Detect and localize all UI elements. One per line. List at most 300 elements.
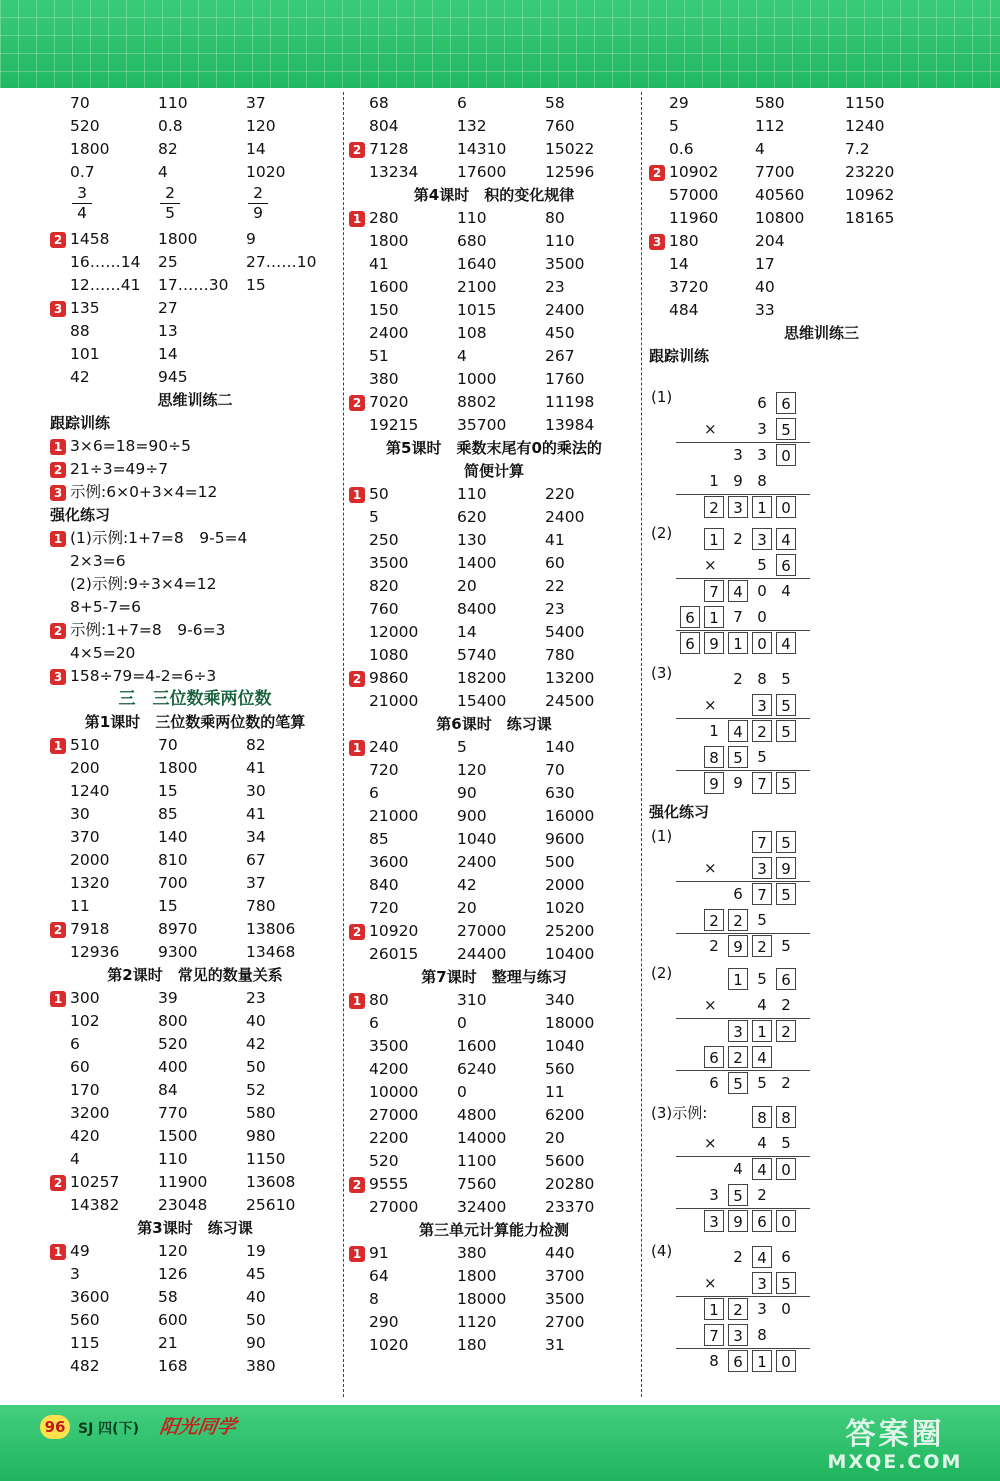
answer-row (50, 138, 340, 161)
answer-cell: 3500 (545, 1290, 585, 1308)
answer-cell: 15 (158, 897, 178, 915)
answer-row (349, 368, 639, 391)
answer-cell: 20280 (545, 1175, 595, 1193)
answer-cell: 110 (158, 94, 188, 112)
digit-cell: 3 (752, 528, 772, 550)
answer-cell: 50 (246, 1058, 266, 1076)
answer-row (649, 207, 994, 230)
question-number-badge: 1 (50, 439, 66, 455)
digit-cell: 5 (776, 720, 796, 742)
problem-label: (4) (651, 1242, 673, 1260)
answer-cell: 9600 (545, 830, 585, 848)
question-number-badge: 2 (349, 395, 365, 411)
answer-cell: 700 (158, 874, 188, 892)
answer-cell: 1040 (545, 1037, 585, 1055)
answer-cell: 29 (669, 94, 689, 112)
answer-row (349, 529, 639, 552)
answer-cell: 15022 (545, 140, 595, 158)
question-number-badge: 2 (349, 142, 365, 158)
answer-cell: 23 (246, 989, 266, 1007)
question-number-badge: 1 (349, 1246, 365, 1262)
section-heading: 第4课时 积的变化规律 (413, 186, 575, 204)
answer-cell: 34 (246, 828, 266, 846)
question-number-badge: 2 (50, 922, 66, 938)
answer-cell: 7.2 (845, 140, 870, 158)
answer-cell: 37 (246, 874, 266, 892)
digit-cell: 5 (776, 772, 796, 794)
answer-cell: 50 (246, 1311, 266, 1329)
answer-cell: 150 (369, 301, 399, 319)
digit-cell: 6 (776, 968, 796, 990)
answer-cell: 14 (457, 623, 477, 641)
answer-cell: 6200 (545, 1106, 585, 1124)
answer-cell: 8802 (457, 393, 497, 411)
answer-cell: 12936 (70, 943, 120, 961)
answer-cell: 840 (369, 876, 399, 894)
answer-row (50, 320, 340, 343)
answer-row (349, 1035, 639, 1058)
answer-row (349, 299, 639, 322)
answer-cell: 13 (158, 322, 178, 340)
answer-row (349, 276, 639, 299)
answer-cell: 5740 (457, 646, 497, 664)
answer-cell: 27000 (369, 1198, 419, 1216)
fraction-numerator: 2 (160, 184, 180, 204)
answer-cell: 10257 (70, 1173, 120, 1191)
answer-cell: 560 (545, 1060, 575, 1078)
answer-row (349, 736, 639, 759)
answer-cell: 31 (545, 1336, 565, 1354)
answer-cell: 720 (369, 899, 399, 917)
answer-cell: 16……14 (70, 253, 141, 271)
answer-cell: 510 (70, 736, 100, 754)
subsection-label: 强化练习 (50, 506, 111, 524)
answer-row (349, 506, 639, 529)
question-number-badge: 3 (50, 301, 66, 317)
answer-cell: 4 (158, 163, 168, 181)
digit-cell: 1 (704, 606, 724, 628)
answer-cell: 804 (369, 117, 399, 135)
answer-cell: 112 (755, 117, 785, 135)
answer-row (649, 184, 994, 207)
answer-cell: 500 (545, 853, 575, 871)
answer-cell: 1400 (457, 554, 497, 572)
answer-cell: 1000 (457, 370, 497, 388)
answer-cell: 1458 (70, 230, 110, 248)
answer-text-row (50, 527, 340, 550)
answer-cell: 630 (545, 784, 575, 802)
answer-cell: 85 (369, 830, 389, 848)
answer-cell: 7128 (369, 140, 409, 158)
multiply-sign-icon: × (704, 1274, 717, 1292)
question-number-badge: 2 (349, 671, 365, 687)
column-divider (343, 92, 344, 1397)
answer-cell: 30 (246, 782, 266, 800)
answer-column-1 (50, 92, 340, 1378)
answer-cell: 620 (457, 508, 487, 526)
digit-cell: 0 (781, 1300, 791, 1318)
answer-cell: 0.6 (669, 140, 694, 158)
answer-cell: 20 (545, 1129, 565, 1147)
answer-row (50, 1010, 340, 1033)
digit-cell: 3 (728, 1020, 748, 1042)
answer-row (349, 414, 639, 437)
question-number-badge: 2 (50, 623, 66, 639)
digit-cell: 6 (680, 632, 700, 654)
answer-text-row (50, 665, 340, 688)
answer-cell: 88 (70, 322, 90, 340)
answer-row (349, 759, 639, 782)
answer-cell: 3700 (545, 1267, 585, 1285)
digit-cell: 1 (709, 472, 719, 490)
answer-cell: 2700 (545, 1313, 585, 1331)
question-number-badge: 1 (349, 211, 365, 227)
answer-cell: 560 (70, 1311, 100, 1329)
answer-cell: 13806 (246, 920, 296, 938)
fraction-numerator: 3 (72, 184, 92, 204)
answer-cell: 8 (369, 1290, 379, 1308)
digit-cell: 4 (776, 632, 796, 654)
multiply-sign-icon: × (704, 556, 717, 574)
answer-text-row (50, 573, 340, 596)
answer-row (50, 1148, 340, 1171)
answer-text: 示例:6×0+3×4=12 (70, 483, 218, 501)
digit-cell: 7 (752, 883, 772, 905)
answer-row (50, 1102, 340, 1125)
digit-cell: 2 (704, 909, 724, 931)
answer-cell: 180 (457, 1336, 487, 1354)
answer-cell: 1800 (158, 759, 198, 777)
answer-cell: 1240 (845, 117, 885, 135)
answer-cell: 240 (369, 738, 399, 756)
answer-cell: 10400 (545, 945, 595, 963)
digit-cell: 3 (709, 1186, 719, 1204)
answer-cell: 40 (246, 1288, 266, 1306)
digit-cell: 4 (752, 1158, 772, 1180)
answer-text-row (50, 619, 340, 642)
answer-row (50, 1240, 340, 1263)
answer-column-2 (349, 92, 639, 1357)
result-line (676, 718, 810, 719)
answer-cell: 380 (457, 1244, 487, 1262)
answer-cell: 126 (158, 1265, 188, 1283)
answer-cell: 120 (246, 117, 276, 135)
answer-cell: 68 (369, 94, 389, 112)
page-number: 96 (40, 1415, 70, 1439)
fraction-answer (72, 184, 92, 223)
fraction-numerator: 2 (248, 184, 268, 204)
digit-cell: 4 (728, 720, 748, 742)
answer-cell: 25200 (545, 922, 595, 940)
answer-row (50, 1263, 340, 1286)
answer-cell: 58 (158, 1288, 178, 1306)
answer-text-row (50, 481, 340, 504)
digit-cell: 6 (709, 1074, 719, 1092)
answer-cell: 8970 (158, 920, 198, 938)
unit-heading: 三 三位数乘两位数 (118, 689, 272, 709)
digit-cell: 8 (776, 1106, 796, 1128)
digit-cell: 0 (757, 608, 767, 626)
answer-cell: 13608 (246, 1173, 296, 1191)
answer-cell: 9300 (158, 943, 198, 961)
digit-cell: 5 (728, 1072, 748, 1094)
section-heading: 第7课时 整理与练习 (421, 968, 567, 986)
digit-cell: 5 (776, 883, 796, 905)
answer-cell: 600 (158, 1311, 188, 1329)
answer-row (50, 1171, 340, 1194)
answer-cell: 310 (457, 991, 487, 1009)
answer-cell: 380 (369, 370, 399, 388)
answer-row (50, 987, 340, 1010)
watermark (800, 1418, 990, 1474)
answer-row (50, 251, 340, 274)
answer-cell: 7020 (369, 393, 409, 411)
multiply-sign-icon: × (704, 696, 717, 714)
fraction-denominator: 4 (77, 204, 87, 222)
answer-cell: 6 (70, 1035, 80, 1053)
answer-cell: 780 (545, 646, 575, 664)
answer-text: 21÷3=49÷7 (70, 460, 169, 478)
answer-cell: 800 (158, 1012, 188, 1030)
answer-row (349, 1288, 639, 1311)
answer-cell: 12……41 (70, 276, 141, 294)
answer-cell: 10000 (369, 1083, 419, 1101)
digit-cell: 3 (757, 446, 767, 464)
answer-cell: 1150 (845, 94, 885, 112)
answer-cell: 3 (70, 1265, 80, 1283)
answer-cell: 70 (545, 761, 565, 779)
digit-cell: 3 (733, 446, 743, 464)
answer-cell: 580 (755, 94, 785, 112)
answer-cell: 23370 (545, 1198, 595, 1216)
answer-cell: 980 (246, 1127, 276, 1145)
answer-cell: 945 (158, 368, 188, 386)
answer-row (649, 299, 994, 322)
answer-cell: 3720 (669, 278, 709, 296)
answer-cell: 1800 (369, 232, 409, 250)
digit-cell: 2 (728, 909, 748, 931)
answer-cell: 168 (158, 1357, 188, 1375)
digit-cell: 6 (733, 885, 743, 903)
answer-row (50, 161, 340, 184)
answer-cell: 6240 (457, 1060, 497, 1078)
answer-row (349, 322, 639, 345)
question-number-badge: 2 (50, 1175, 66, 1191)
answer-cell: 26015 (369, 945, 419, 963)
multiply-sign-icon: × (704, 1134, 717, 1152)
digit-cell: 0 (776, 496, 796, 518)
answer-row (50, 115, 340, 138)
answer-cell: 14 (246, 140, 266, 158)
answer-cell: 1040 (457, 830, 497, 848)
result-line (676, 770, 810, 771)
answer-cell: 40 (755, 278, 775, 296)
digit-cell: 2 (776, 1020, 796, 1042)
answer-cell: 440 (545, 1244, 575, 1262)
answer-cell: 23048 (158, 1196, 208, 1214)
answer-row (349, 1058, 639, 1081)
answer-column-3 (649, 92, 994, 368)
answer-cell: 2100 (457, 278, 497, 296)
digit-cell: 4 (781, 582, 791, 600)
digit-cell: 1 (704, 1298, 724, 1320)
digit-cell: 9 (704, 772, 724, 794)
question-number-badge: 3 (50, 669, 66, 685)
fraction-denominator: 9 (253, 204, 263, 222)
digit-cell: 5 (781, 670, 791, 688)
problem-label: (2) (651, 964, 673, 982)
answer-text-row (50, 596, 340, 619)
digit-cell: 7 (752, 831, 772, 853)
answer-cell: 6 (457, 94, 467, 112)
answer-row (349, 483, 639, 506)
digit-cell: 2 (728, 1298, 748, 1320)
answer-cell: 140 (545, 738, 575, 756)
answer-cell: 900 (457, 807, 487, 825)
answer-cell: 0.8 (158, 117, 183, 135)
digit-cell: 1 (752, 1350, 772, 1372)
answer-row (349, 897, 639, 920)
digit-cell: 2 (733, 670, 743, 688)
answer-cell: 18200 (457, 669, 507, 687)
answer-row (349, 598, 639, 621)
answer-cell: 1600 (457, 1037, 497, 1055)
digit-cell: 3 (752, 1272, 772, 1294)
answer-row (649, 92, 994, 115)
answer-cell: 132 (457, 117, 487, 135)
answer-cell: 14382 (70, 1196, 120, 1214)
brand-logo: 阳光同学 (158, 1416, 238, 1438)
answer-cell: 108 (457, 324, 487, 342)
answer-cell: 770 (158, 1104, 188, 1122)
subsection-label: 跟踪训练 (50, 414, 111, 432)
answer-row (349, 1127, 639, 1150)
answer-cell: 14 (669, 255, 689, 273)
answer-row (50, 895, 340, 918)
question-number-badge: 3 (649, 234, 665, 250)
answer-cell: 37 (246, 94, 266, 112)
answer-text: (1)示例:1+7=8 9-5=4 (70, 529, 248, 547)
digit-cell: 2 (757, 1186, 767, 1204)
answer-cell: 1150 (246, 1150, 286, 1168)
answer-cell: 23 (545, 278, 565, 296)
digit-cell: 6 (776, 392, 796, 414)
question-number-badge: 1 (50, 1244, 66, 1260)
result-line (676, 881, 810, 882)
answer-cell: 27000 (369, 1106, 419, 1124)
answer-cell: 60 (545, 554, 565, 572)
answer-cell: 1020 (545, 899, 585, 917)
result-line (676, 1018, 810, 1019)
section-heading: 第5课时 乘数末尾有0的乘法的 (386, 439, 602, 457)
answer-cell: 10902 (669, 163, 719, 181)
digit-cell: 8 (757, 670, 767, 688)
answer-cell: 15 (246, 276, 266, 294)
answer-row (349, 552, 639, 575)
answer-cell: 4800 (457, 1106, 497, 1124)
digit-cell: 4 (752, 1046, 772, 1068)
answer-cell: 23220 (845, 163, 895, 181)
answer-cell: 1240 (70, 782, 110, 800)
digit-cell: 9 (728, 935, 748, 957)
answer-cell: 17……30 (158, 276, 229, 294)
digit-cell: 0 (757, 582, 767, 600)
digit-cell: 0 (776, 1158, 796, 1180)
problem-label: (2) (651, 524, 673, 542)
answer-cell: 484 (669, 301, 699, 319)
answer-row (50, 228, 340, 251)
digit-cell: 8 (752, 1106, 772, 1128)
section-heading: 第2课时 常见的数量关系 (107, 966, 283, 984)
section-heading: 第1课时 三位数乘两位数的笔算 (84, 713, 306, 731)
digit-cell: 5 (757, 1074, 767, 1092)
answer-cell: 20 (457, 577, 477, 595)
answer-cell: 15 (158, 782, 178, 800)
answer-cell: 2200 (369, 1129, 409, 1147)
digit-cell: 3 (752, 694, 772, 716)
question-number-badge: 2 (50, 462, 66, 478)
answer-cell: 11960 (669, 209, 719, 227)
digit-cell: 5 (728, 1184, 748, 1206)
answer-cell: 3500 (545, 255, 585, 273)
answer-cell: 380 (246, 1357, 276, 1375)
answer-cell: 2400 (545, 301, 585, 319)
answer-row (50, 366, 340, 389)
answer-cell: 35700 (457, 416, 507, 434)
answer-cell: 19 (246, 1242, 266, 1260)
answer-cell: 450 (545, 324, 575, 342)
answer-row (349, 345, 639, 368)
answer-cell: 3600 (70, 1288, 110, 1306)
answer-cell: 267 (545, 347, 575, 365)
answer-cell: 42 (457, 876, 477, 894)
answer-cell: 3500 (369, 1037, 409, 1055)
problem-label: (1) (651, 388, 673, 406)
answer-cell: 1120 (457, 1313, 497, 1331)
answer-cell: 6 (369, 784, 379, 802)
answer-cell: 41 (246, 759, 266, 777)
answer-row (349, 1104, 639, 1127)
digit-cell: 9 (728, 1210, 748, 1232)
answer-cell: 720 (369, 761, 399, 779)
digit-cell: 5 (781, 937, 791, 955)
answer-cell: 280 (369, 209, 399, 227)
answer-cell: 80 (369, 991, 389, 1009)
answer-cell: 11198 (545, 393, 595, 411)
answer-row (50, 849, 340, 872)
answer-cell: 41 (545, 531, 565, 549)
digit-cell: 0 (776, 1210, 796, 1232)
question-number-badge: 1 (349, 487, 365, 503)
answer-cell: 10800 (755, 209, 805, 227)
digit-cell: 5 (757, 911, 767, 929)
answer-cell: 120 (457, 761, 487, 779)
answer-cell: 170 (70, 1081, 100, 1099)
problem-label: (3) (651, 664, 673, 682)
digit-cell: 7 (752, 772, 772, 794)
answer-cell: 41 (369, 255, 389, 273)
result-line (676, 1070, 810, 1071)
answer-row (50, 757, 340, 780)
answer-row (50, 734, 340, 757)
digit-cell: 4 (752, 1246, 772, 1268)
answer-text: 3×6=18=90÷5 (70, 437, 191, 455)
answer-cell: 5 (457, 738, 467, 756)
answer-cell: 52 (246, 1081, 266, 1099)
answer-cell: 520 (70, 117, 100, 135)
answer-row (649, 138, 994, 161)
answer-row (349, 1265, 639, 1288)
